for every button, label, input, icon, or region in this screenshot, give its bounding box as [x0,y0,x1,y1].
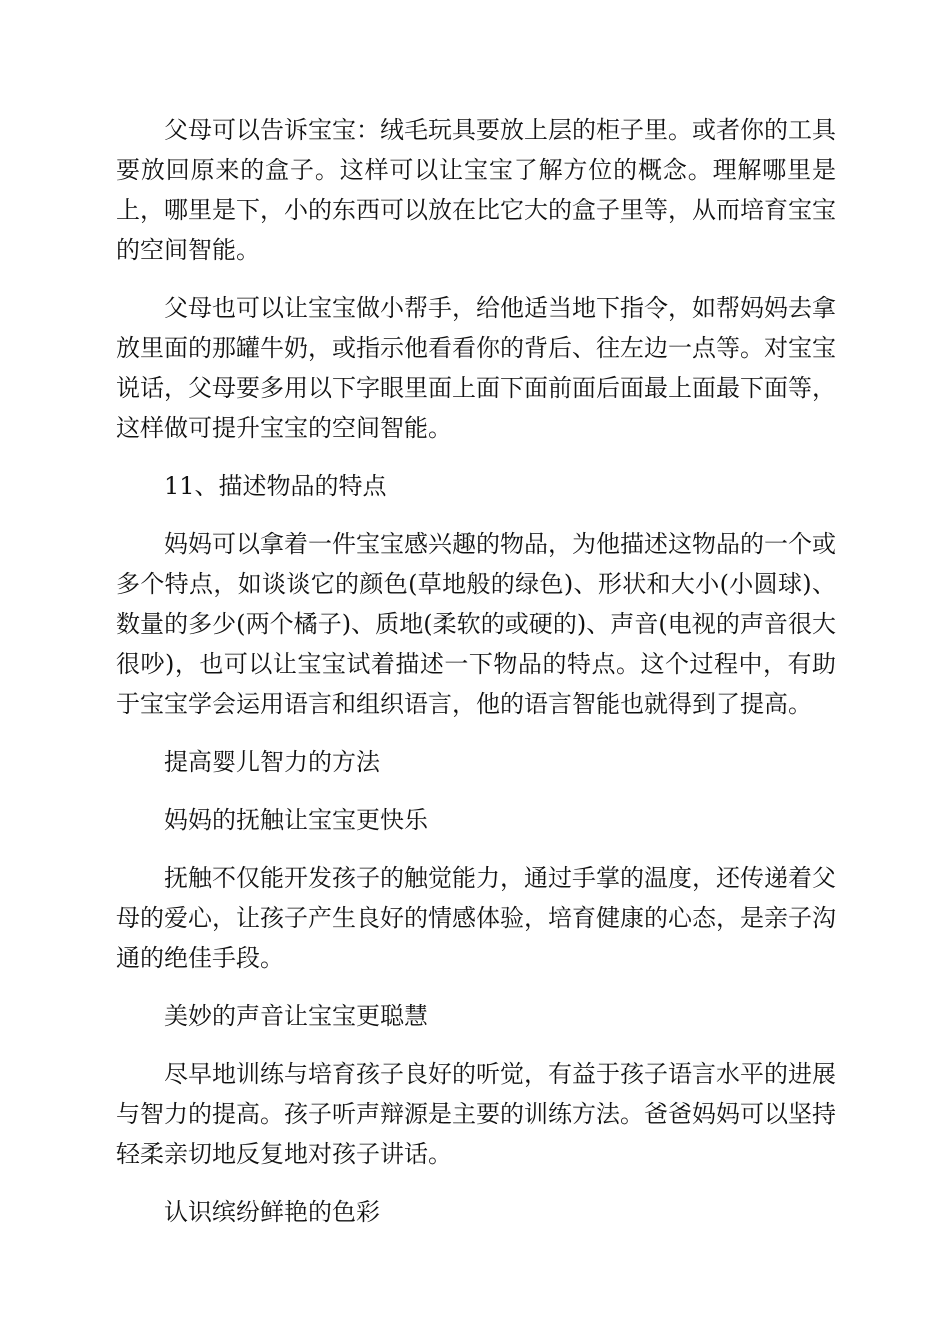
paragraph-touch: 抚触不仅能开发孩子的触觉能力，通过手掌的温度，还传递着父母的爱心，让孩子产生良好的情感体验，培育健康的心态，是亲子沟通的绝佳手段。 [116,864,836,972]
heading-sound: 美妙的声音让宝宝更聪慧 [164,1002,428,1030]
heading-colors: 认识缤纷鲜艳的色彩 [164,1198,380,1226]
paragraph-sound: 尽早地训练与培育孩子良好的听觉，有益于孩子语言水平的进展与智力的提高。孩子听声辩源是主要的训练方法。爸爸妈妈可以坚持轻柔亲切地反复地对孩子讲话。 [116,1060,836,1168]
heading-describe-features: 11、描述物品的特点 [164,472,387,500]
paragraph-spatial-objects: 父母可以告诉宝宝：绒毛玩具要放上层的柜子里。或者你的工具要放回原来的盒子。这样可以让宝宝了解方位的概念。理解哪里是上，哪里是下，小的东西可以放在比它大的盒子里等，从而培育宝宝的空间智能。 [116,116,836,264]
paragraph-little-helper: 父母也可以让宝宝做小帮手，给他适当地下指令，如帮妈妈去拿放里面的那罐牛奶，或指示他看看你的背后、往左边一点等。对宝宝说话，父母要多用以下字眼里面上面下面前面后面最上面最下面等，这样做可提升宝宝的空间智能。 [116,294,836,442]
heading-improve-intelligence: 提高婴儿智力的方法 [164,748,380,776]
paragraph-describe-features: 妈妈可以拿着一件宝宝感兴趣的物品，为他描述这物品的一个或多个特点，如谈谈它的颜色(草地般的绿色)、形状和大小(小圆球)、数量的多少(两个橘子)、质地(柔软的或硬的)、声音(电视的声音很大很吵)，也可以让宝宝试着描述一下物品的特点。这个过程中，有助于宝宝学会运用语言和组织语言，他的语言智能也就得到了提高。 [116,530,836,718]
document-body [116,110,836,1250]
heading-touch: 妈妈的抚触让宝宝更快乐 [164,806,428,834]
